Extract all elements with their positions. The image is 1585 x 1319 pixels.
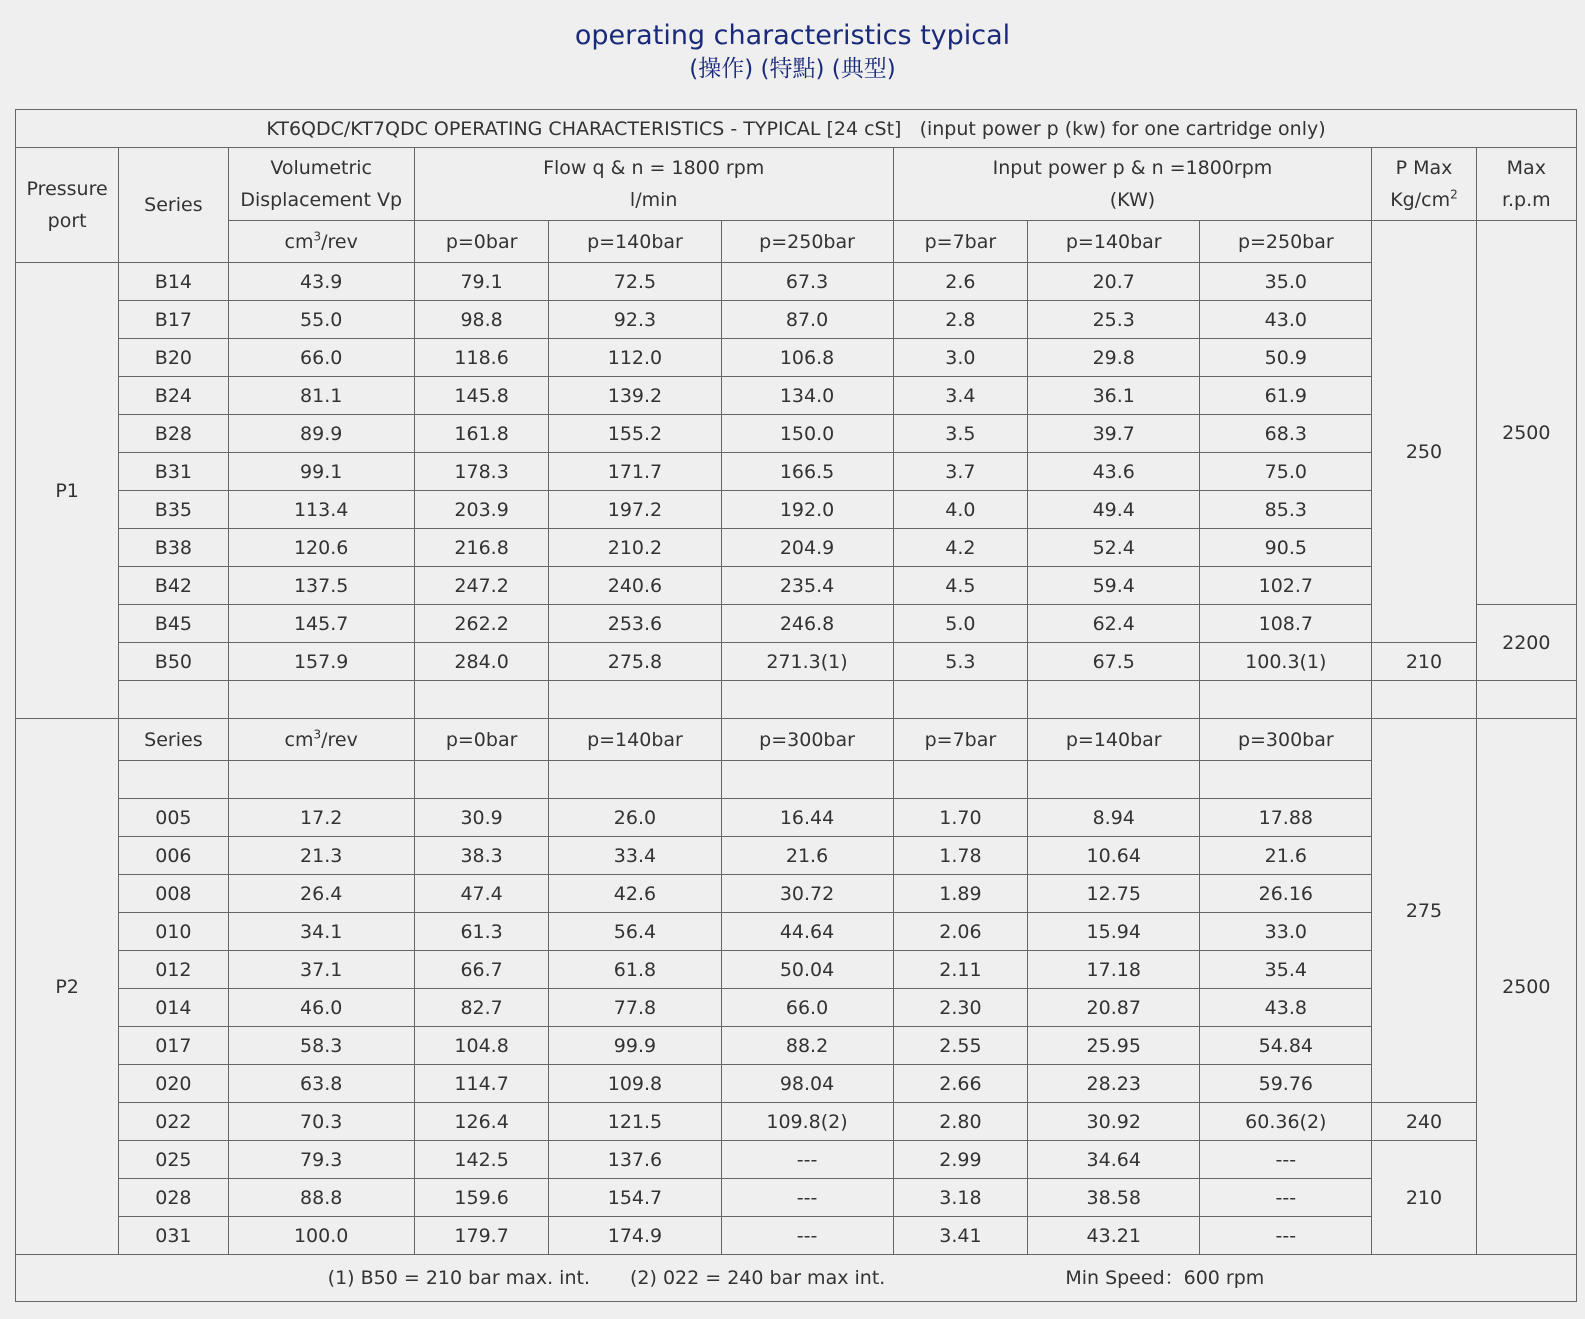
cell-displacement: 79.3 (228, 1141, 414, 1179)
table-row (16, 719, 1577, 761)
cell-flow-p0: 161.8 (414, 415, 549, 453)
cell-power-p140: 25.3 (1028, 301, 1200, 339)
unit-power-p7: p=7bar (893, 221, 1028, 263)
cell-series: B14 (119, 263, 228, 301)
empty-cell (721, 761, 893, 799)
empty-cell (1028, 681, 1200, 719)
cell-series: 006 (119, 837, 228, 875)
cell-power-p250: 60.36(2) (1200, 1103, 1372, 1141)
pmax-value: 240 (1372, 1103, 1476, 1141)
cell-power-p7: 2.6 (893, 263, 1028, 301)
pressure-port-p1: P1 (16, 263, 119, 719)
unit-flow-p250: p=250bar (721, 221, 893, 263)
empty-cell (119, 761, 228, 799)
page-title (0, 18, 1585, 84)
table-row (16, 875, 1577, 913)
table-row (16, 301, 1577, 339)
table-row (16, 681, 1577, 719)
table-row (16, 1027, 1577, 1065)
cell-series: B35 (119, 491, 228, 529)
cell-series: 031 (119, 1217, 228, 1255)
cell-series: B28 (119, 415, 228, 453)
unit-displacement: $cm^3$/rev (228, 221, 414, 263)
cell-power-p7: 2.66 (893, 1065, 1028, 1103)
cell-series: B45 (119, 605, 228, 643)
cell-flow-p0: 247.2 (414, 567, 549, 605)
cell-power-p7: 2.8 (893, 301, 1028, 339)
cell-flow-p140: 154.7 (549, 1179, 721, 1217)
cell-flow-p250: 106.8 (721, 339, 893, 377)
cell-flow-p250: 166.5 (721, 453, 893, 491)
cell-flow-p140: 112.0 (549, 339, 721, 377)
cell-flow-p0: 114.7 (414, 1065, 549, 1103)
header-series: Series (119, 148, 228, 263)
cell-power-p140: 12.75 (1028, 875, 1200, 913)
table-row (16, 1217, 1577, 1255)
cell-displacement: 88.8 (228, 1179, 414, 1217)
footnote-1: (1) B50 = 210 bar max. int. (327, 1267, 590, 1289)
cell-power-p250: --- (1200, 1217, 1372, 1255)
unit-power-p250: p=250bar (1200, 221, 1372, 263)
cell-flow-p140: 253.6 (549, 605, 721, 643)
header-pmax: P Max $Kg/cm^2$ (1372, 148, 1476, 221)
cell-flow-p0: 262.2 (414, 605, 549, 643)
cell-series: 025 (119, 1141, 228, 1179)
cell-flow-p140: 121.5 (549, 1103, 721, 1141)
cell-power-p7: 1.78 (893, 837, 1028, 875)
empty-cell (1200, 681, 1372, 719)
cell-flow-p250: --- (721, 1141, 893, 1179)
cell-displacement: 137.5 (228, 567, 414, 605)
cell-flow-p250: 246.8 (721, 605, 893, 643)
cell-displacement: 120.6 (228, 529, 414, 567)
table-row (16, 837, 1577, 875)
p2-header-col: p=7bar (893, 719, 1028, 761)
empty-cell (1028, 761, 1200, 799)
cell-flow-p140: 33.4 (549, 837, 721, 875)
cell-power-p140: 15.94 (1028, 913, 1200, 951)
cell-flow-p0: 159.6 (414, 1179, 549, 1217)
table-row (16, 761, 1577, 799)
cell-flow-p250: --- (721, 1179, 893, 1217)
cell-flow-p140: 72.5 (549, 263, 721, 301)
cell-flow-p0: 179.7 (414, 1217, 549, 1255)
table-row (16, 1255, 1577, 1302)
cell-power-p250: 26.16 (1200, 875, 1372, 913)
table-row (16, 339, 1577, 377)
cell-power-p7: 5.0 (893, 605, 1028, 643)
cell-power-p250: 21.6 (1200, 837, 1372, 875)
empty-cell (721, 681, 893, 719)
cell-flow-p250: 134.0 (721, 377, 893, 415)
cell-power-p250: 35.4 (1200, 951, 1372, 989)
cell-power-p250: --- (1200, 1141, 1372, 1179)
empty-cell (228, 681, 414, 719)
header-displacement: Volumetric Displacement Vp (228, 148, 414, 221)
cell-flow-p140: 139.2 (549, 377, 721, 415)
header-input-power: Input power p & n =1800rpm (KW) (893, 148, 1372, 221)
table-row (16, 567, 1577, 605)
cell-power-p140: 43.21 (1028, 1217, 1200, 1255)
cell-displacement: 46.0 (228, 989, 414, 1027)
cell-series: 014 (119, 989, 228, 1027)
cell-flow-p0: 30.9 (414, 799, 549, 837)
cell-series: B17 (119, 301, 228, 339)
cell-power-p140: 28.23 (1028, 1065, 1200, 1103)
footnote-2: (2) 022 = 240 bar max int. (629, 1267, 886, 1289)
empty-cell (119, 681, 228, 719)
cell-power-p140: 29.8 (1028, 339, 1200, 377)
cell-power-p7: 2.30 (893, 989, 1028, 1027)
cell-power-p250: 43.8 (1200, 989, 1372, 1027)
cell-flow-p140: 174.9 (549, 1217, 721, 1255)
cell-power-p7: 4.5 (893, 567, 1028, 605)
cell-flow-p140: 155.2 (549, 415, 721, 453)
cell-flow-p250: 88.2 (721, 1027, 893, 1065)
cell-displacement: 26.4 (228, 875, 414, 913)
table-row (16, 453, 1577, 491)
cell-flow-p140: 210.2 (549, 529, 721, 567)
cell-series: B31 (119, 453, 228, 491)
cell-flow-p250: 16.44 (721, 799, 893, 837)
cell-power-p250: 75.0 (1200, 453, 1372, 491)
cell-power-p7: 2.06 (893, 913, 1028, 951)
cell-displacement: 100.0 (228, 1217, 414, 1255)
empty-cell (549, 761, 721, 799)
cell-power-p250: --- (1200, 1179, 1372, 1217)
footnote-row (16, 1255, 1577, 1302)
operating-characteristics-table (15, 109, 1577, 1302)
cell-displacement: 37.1 (228, 951, 414, 989)
cell-power-p250: 33.0 (1200, 913, 1372, 951)
cell-flow-p250: 109.8(2) (721, 1103, 893, 1141)
title-chinese: (操作) (特點) (典型) (689, 56, 896, 82)
cell-flow-p0: 118.6 (414, 339, 549, 377)
cell-displacement: 63.8 (228, 1065, 414, 1103)
cell-flow-p140: 99.9 (549, 1027, 721, 1065)
p2-header-col: p=300bar (1200, 719, 1372, 761)
cell-flow-p140: 61.8 (549, 951, 721, 989)
empty-cell (414, 681, 549, 719)
cell-flow-p140: 197.2 (549, 491, 721, 529)
table-row (16, 415, 1577, 453)
max-rpm-value: 2500 (1476, 263, 1576, 605)
cell-power-p140: 52.4 (1028, 529, 1200, 567)
cell-power-p250: 85.3 (1200, 491, 1372, 529)
cell-displacement: 66.0 (228, 339, 414, 377)
empty-cell (549, 681, 721, 719)
table-row (16, 377, 1577, 415)
header-flow: Flow q & n = 1800 rpm l/min (414, 148, 893, 221)
table-row (16, 799, 1577, 837)
cell-flow-p0: 79.1 (414, 263, 549, 301)
empty-cell (1372, 681, 1476, 719)
cell-displacement: 55.0 (228, 301, 414, 339)
cell-power-p250: 108.7 (1200, 605, 1372, 643)
table-row (16, 1141, 1577, 1179)
cell-flow-p140: 240.6 (549, 567, 721, 605)
cell-series: 005 (119, 799, 228, 837)
table-row (16, 491, 1577, 529)
cell-flow-p250: 44.64 (721, 913, 893, 951)
pmax-value: 275 (1372, 719, 1476, 1103)
cell-flow-p140: 171.7 (549, 453, 721, 491)
cell-power-p250: 17.88 (1200, 799, 1372, 837)
cell-flow-p0: 216.8 (414, 529, 549, 567)
rpm-spacer (1476, 221, 1576, 263)
cell-flow-p250: 30.72 (721, 875, 893, 913)
cell-flow-p140: 109.8 (549, 1065, 721, 1103)
cell-flow-p140: 92.3 (549, 301, 721, 339)
unit-flow-p0: p=0bar (414, 221, 549, 263)
cell-power-p7: 2.99 (893, 1141, 1028, 1179)
cell-series: 012 (119, 951, 228, 989)
pmax-value: 210 (1372, 643, 1476, 681)
cell-flow-p140: 77.8 (549, 989, 721, 1027)
cell-power-p250: 35.0 (1200, 263, 1372, 301)
cell-series: B20 (119, 339, 228, 377)
table-body (16, 110, 1577, 1302)
table-row (16, 1179, 1577, 1217)
cell-power-p250: 54.84 (1200, 1027, 1372, 1065)
cell-flow-p140: 275.8 (549, 643, 721, 681)
cell-power-p140: 34.64 (1028, 1141, 1200, 1179)
cell-power-p250: 43.0 (1200, 301, 1372, 339)
cell-power-p140: 17.18 (1028, 951, 1200, 989)
cell-power-p7: 3.5 (893, 415, 1028, 453)
cell-flow-p0: 178.3 (414, 453, 549, 491)
cell-flow-p250: 21.6 (721, 837, 893, 875)
cell-power-p140: 20.7 (1028, 263, 1200, 301)
cell-power-p140: 43.6 (1028, 453, 1200, 491)
cell-series: 017 (119, 1027, 228, 1065)
cell-power-p250: 102.7 (1200, 567, 1372, 605)
table-row (16, 605, 1577, 643)
cell-power-p250: 61.9 (1200, 377, 1372, 415)
cell-flow-p140: 26.0 (549, 799, 721, 837)
table-row (16, 263, 1577, 301)
cell-flow-p250: --- (721, 1217, 893, 1255)
cell-flow-p250: 235.4 (721, 567, 893, 605)
cell-series: B42 (119, 567, 228, 605)
cell-power-p140: 25.95 (1028, 1027, 1200, 1065)
cell-flow-p0: 126.4 (414, 1103, 549, 1141)
p2-header-col: p=140bar (549, 719, 721, 761)
cell-displacement: 89.9 (228, 415, 414, 453)
pmax-value: 250 (1372, 263, 1476, 643)
cell-flow-p250: 98.04 (721, 1065, 893, 1103)
cell-displacement: 81.1 (228, 377, 414, 415)
cell-series: B50 (119, 643, 228, 681)
empty-cell (1476, 681, 1576, 719)
cell-displacement: 70.3 (228, 1103, 414, 1141)
title-english: operating characteristics typical (574, 20, 1011, 51)
footnote-min-speed: Min Speed：600 rpm (1065, 1267, 1265, 1289)
cell-displacement: 43.9 (228, 263, 414, 301)
cell-displacement: 58.3 (228, 1027, 414, 1065)
cell-power-p140: 30.92 (1028, 1103, 1200, 1141)
cell-power-p250: 50.9 (1200, 339, 1372, 377)
table-row (16, 1103, 1577, 1141)
cell-power-p7: 2.80 (893, 1103, 1028, 1141)
cell-power-p7: 3.41 (893, 1217, 1028, 1255)
table-row (16, 913, 1577, 951)
cell-displacement: 21.3 (228, 837, 414, 875)
cell-power-p7: 2.11 (893, 951, 1028, 989)
cell-flow-p250: 150.0 (721, 415, 893, 453)
max-rpm-value: 2500 (1476, 719, 1576, 1255)
cell-series: B24 (119, 377, 228, 415)
cell-flow-p0: 61.3 (414, 913, 549, 951)
p2-header-series: Series (119, 719, 228, 761)
cell-flow-p0: 203.9 (414, 491, 549, 529)
cell-displacement: 34.1 (228, 913, 414, 951)
table-row (16, 529, 1577, 567)
empty-cell (414, 761, 549, 799)
cell-flow-p250: 50.04 (721, 951, 893, 989)
cell-power-p250: 100.3(1) (1200, 643, 1372, 681)
cell-series: B38 (119, 529, 228, 567)
cell-flow-p0: 284.0 (414, 643, 549, 681)
cell-displacement: 113.4 (228, 491, 414, 529)
empty-cell (1200, 761, 1372, 799)
cell-flow-p250: 271.3(1) (721, 643, 893, 681)
cell-flow-p140: 42.6 (549, 875, 721, 913)
table-caption: KT6QDC/KT7QDC OPERATING CHARACTERISTICS - TYPICAL [24 cSt] (input power p (kw) for one cartridge only) (16, 110, 1577, 148)
cell-displacement: 17.2 (228, 799, 414, 837)
cell-power-p7: 2.55 (893, 1027, 1028, 1065)
cell-power-p7: 4.2 (893, 529, 1028, 567)
table-row (16, 951, 1577, 989)
cell-power-p250: 90.5 (1200, 529, 1372, 567)
cell-power-p7: 1.70 (893, 799, 1028, 837)
cell-power-p140: 67.5 (1028, 643, 1200, 681)
cell-flow-p0: 38.3 (414, 837, 549, 875)
cell-flow-p250: 204.9 (721, 529, 893, 567)
cell-flow-p0: 145.8 (414, 377, 549, 415)
p2-header-col: p=300bar (721, 719, 893, 761)
cell-flow-p140: 56.4 (549, 913, 721, 951)
cell-flow-p250: 67.3 (721, 263, 893, 301)
empty-cell (893, 681, 1028, 719)
cell-power-p250: 59.76 (1200, 1065, 1372, 1103)
table-row (16, 643, 1577, 681)
pressure-port-p2: P2 (16, 719, 119, 1255)
cell-series: 020 (119, 1065, 228, 1103)
cell-power-p7: 3.4 (893, 377, 1028, 415)
pmax-value: 210 (1372, 1141, 1476, 1255)
cell-series: 010 (119, 913, 228, 951)
cell-flow-p250: 87.0 (721, 301, 893, 339)
cell-displacement: 99.1 (228, 453, 414, 491)
cell-power-p140: 39.7 (1028, 415, 1200, 453)
cell-power-p140: 62.4 (1028, 605, 1200, 643)
header-max-rpm: Max r.p.m (1476, 148, 1576, 221)
cell-flow-p0: 47.4 (414, 875, 549, 913)
cell-power-p140: 49.4 (1028, 491, 1200, 529)
table-row (16, 1065, 1577, 1103)
cell-power-p7: 4.0 (893, 491, 1028, 529)
cell-series: 008 (119, 875, 228, 913)
empty-cell (228, 761, 414, 799)
cell-power-p7: 1.89 (893, 875, 1028, 913)
cell-power-p7: 3.7 (893, 453, 1028, 491)
cell-power-p250: 68.3 (1200, 415, 1372, 453)
cell-displacement: 157.9 (228, 643, 414, 681)
cell-power-p140: 38.58 (1028, 1179, 1200, 1217)
p2-header-col: p=140bar (1028, 719, 1200, 761)
cell-flow-p0: 66.7 (414, 951, 549, 989)
cell-power-p140: 59.4 (1028, 567, 1200, 605)
cell-power-p140: 10.64 (1028, 837, 1200, 875)
empty-cell (893, 761, 1028, 799)
cell-flow-p0: 98.8 (414, 301, 549, 339)
cell-power-p7: 3.18 (893, 1179, 1028, 1217)
cell-power-p7: 5.3 (893, 643, 1028, 681)
cell-flow-p0: 104.8 (414, 1027, 549, 1065)
cell-flow-p250: 66.0 (721, 989, 893, 1027)
cell-displacement: 145.7 (228, 605, 414, 643)
p2-header-displacement: $cm^3$/rev (228, 719, 414, 761)
cell-power-p140: 20.87 (1028, 989, 1200, 1027)
cell-flow-p0: 82.7 (414, 989, 549, 1027)
max-rpm-value: 2200 (1476, 605, 1576, 681)
p2-header-col: p=0bar (414, 719, 549, 761)
cell-flow-p0: 142.5 (414, 1141, 549, 1179)
cell-power-p140: 8.94 (1028, 799, 1200, 837)
cell-series: 028 (119, 1179, 228, 1217)
unit-flow-p140: p=140bar (549, 221, 721, 263)
cell-flow-p140: 137.6 (549, 1141, 721, 1179)
cell-power-p7: 3.0 (893, 339, 1028, 377)
pmax-spacer (1372, 221, 1476, 263)
cell-series: 022 (119, 1103, 228, 1141)
table-row (16, 989, 1577, 1027)
cell-power-p140: 36.1 (1028, 377, 1200, 415)
unit-power-p140: p=140bar (1028, 221, 1200, 263)
cell-flow-p250: 192.0 (721, 491, 893, 529)
header-pressure-port: Pressure port (16, 148, 119, 263)
